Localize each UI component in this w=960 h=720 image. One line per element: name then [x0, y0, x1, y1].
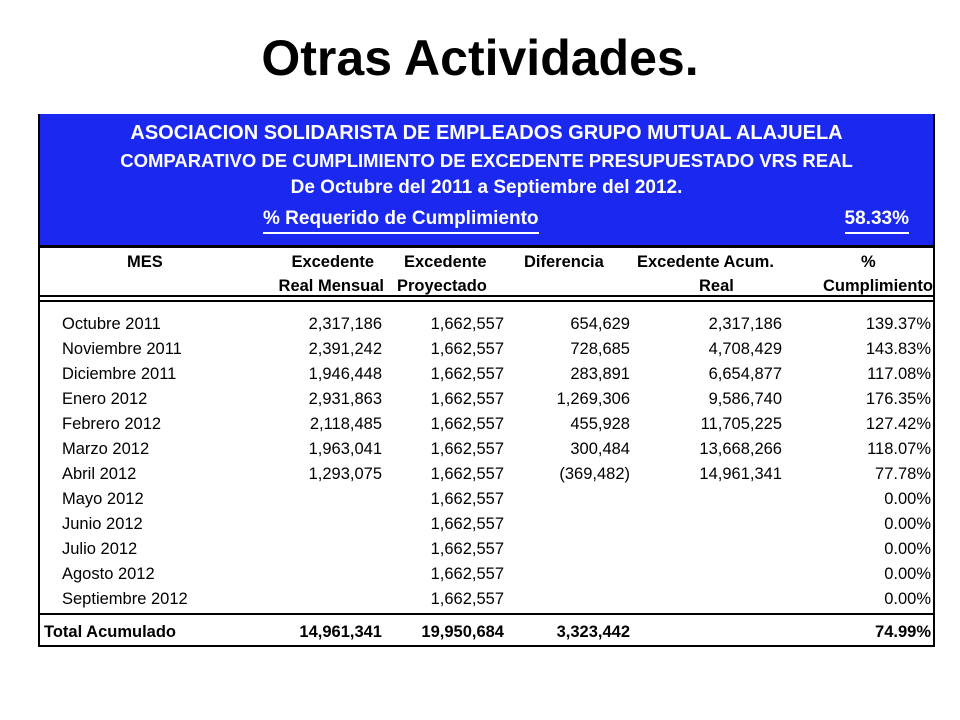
cell-cumplimiento: 0.00% [884, 590, 931, 608]
cell-proyectado: 1,662,557 [430, 365, 504, 383]
cell-diferencia: 728,685 [570, 340, 630, 358]
header-excedente-real: Excedente [291, 253, 374, 271]
cell-mes: Octubre 2011 [62, 315, 161, 333]
header-acum-real: Real [699, 277, 734, 295]
total-proyectado: 19,950,684 [421, 623, 504, 641]
required-compliance-value: 58.33% [845, 206, 909, 234]
cell-acum-real: 6,654,877 [708, 365, 782, 383]
total-diferencia: 3,323,442 [556, 623, 630, 641]
cell-mes: Diciembre 2011 [62, 365, 177, 383]
cell-cumplimiento: 127.42% [865, 415, 931, 433]
header-divider-double [38, 300, 935, 302]
cell-proyectado: 1,662,557 [430, 565, 504, 583]
header-cumplimiento: Cumplimiento [823, 277, 933, 295]
cell-cumplimiento: 118.07% [867, 440, 931, 458]
cell-real-mensual: 1,963,041 [308, 440, 382, 458]
cell-mes: Julio 2012 [62, 540, 138, 558]
cell-diferencia: 455,928 [570, 415, 630, 433]
cell-acum-real: 14,961,341 [699, 465, 782, 483]
cell-cumplimiento: 176.35% [865, 390, 931, 408]
cell-cumplimiento: 0.00% [884, 565, 931, 583]
cell-acum-real: 13,668,266 [699, 440, 782, 458]
cell-cumplimiento: 117.08% [867, 365, 931, 383]
cell-proyectado: 1,662,557 [430, 540, 504, 558]
cell-diferencia: 300,484 [570, 440, 630, 458]
slide-title: Otras Actividades. [261, 30, 699, 86]
cell-real-mensual: 1,293,075 [308, 465, 382, 483]
cell-proyectado: 1,662,557 [430, 465, 504, 483]
header-excedente-acum: Excedente Acum. [637, 253, 774, 271]
cell-proyectado: 1,662,557 [430, 490, 504, 508]
cell-diferencia: (369,482) [559, 465, 630, 483]
header-percent: % [861, 253, 876, 271]
cell-mes: Abril 2012 [62, 465, 137, 483]
cell-mes: Febrero 2012 [62, 415, 162, 433]
cell-proyectado: 1,662,557 [430, 515, 504, 533]
cell-real-mensual: 1,946,448 [308, 365, 382, 383]
cell-diferencia: 654,629 [570, 315, 630, 333]
cell-proyectado: 1,662,557 [430, 340, 504, 358]
cell-cumplimiento: 143.83% [865, 340, 931, 358]
cell-mes: Enero 2012 [62, 390, 148, 408]
total-label: Total Acumulado [44, 623, 176, 641]
cell-mes: Septiembre 2012 [62, 590, 188, 608]
cell-cumplimiento: 77.78% [875, 465, 931, 483]
cell-acum-real: 9,586,740 [708, 390, 782, 408]
header-excedente-proyectado: Excedente [404, 253, 487, 271]
cell-acum-real: 4,708,429 [708, 340, 782, 358]
report-title: COMPARATIVO DE CUMPLIMIENTO DE EXCEDENTE PRESUPUESTADO VRS REAL [120, 150, 853, 171]
cell-real-mensual: 2,931,863 [308, 390, 382, 408]
cell-diferencia: 283,891 [570, 365, 630, 383]
header-real-mensual: Real Mensual [278, 277, 384, 295]
header-diferencia: Diferencia [524, 253, 604, 271]
total-cumplimiento: 74.99% [875, 623, 931, 641]
association-name: ASOCIACION SOLIDARISTA DE EMPLEADOS GRUPO MUTUAL ALAJUELA [130, 122, 843, 144]
cell-acum-real: 2,317,186 [708, 315, 782, 333]
cell-real-mensual: 2,118,485 [309, 415, 382, 433]
cell-diferencia: 1,269,306 [556, 390, 630, 408]
cell-cumplimiento: 0.00% [884, 515, 931, 533]
cell-mes: Agosto 2012 [62, 565, 155, 583]
cell-proyectado: 1,662,557 [430, 590, 504, 608]
required-compliance-label: % Requerido de Cumplimiento [263, 206, 539, 234]
cell-mes: Marzo 2012 [62, 440, 150, 458]
report-banner [38, 114, 935, 248]
cell-cumplimiento: 139.37% [865, 315, 931, 333]
cell-mes: Noviembre 2011 [62, 340, 182, 358]
cell-acum-real: 11,705,225 [700, 415, 782, 433]
cell-real-mensual: 2,391,242 [308, 340, 382, 358]
report-period: De Octubre del 2011 a Septiembre del 2012. [290, 177, 683, 198]
cell-proyectado: 1,662,557 [430, 390, 504, 408]
total-real-mensual: 14,961,341 [299, 623, 382, 641]
cell-real-mensual: 2,317,186 [308, 315, 382, 333]
cell-proyectado: 1,662,557 [430, 440, 504, 458]
cell-cumplimiento: 0.00% [884, 490, 931, 508]
cell-mes: Junio 2012 [62, 515, 143, 533]
header-proyectado: Proyectado [397, 277, 487, 295]
cell-mes: Mayo 2012 [62, 490, 144, 508]
cell-proyectado: 1,662,557 [430, 415, 504, 433]
header-mes: MES [127, 253, 163, 271]
cell-cumplimiento: 0.00% [884, 540, 931, 558]
total-divider [38, 613, 935, 615]
cell-proyectado: 1,662,557 [430, 315, 504, 333]
